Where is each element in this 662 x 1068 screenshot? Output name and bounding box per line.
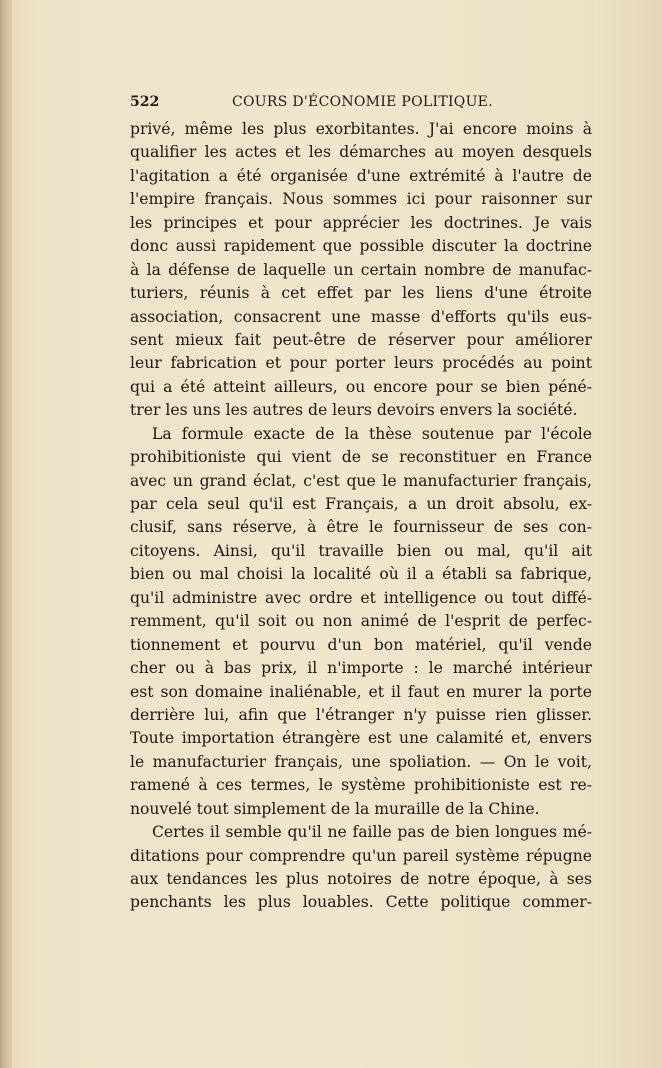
text-line: qu'il administre avec ordre et intelligence ou tout diffé- [130, 588, 592, 607]
text-line: bien ou mal choisi la localité où il a établi sa fabrique, [130, 565, 592, 584]
text-line: clusif, sans réserve, à être le fournisseur de ses con- [130, 518, 592, 537]
text-line: remment, qu'il soit ou non animé de l'esprit de perfec- [130, 612, 592, 631]
text-line: turiers, réunis à cet effet par les liens d'une étroite [130, 284, 592, 303]
text-line: nouvelé tout simplement de la muraille de la Chine. [130, 799, 540, 818]
running-title: COURS D'ÉCONOMIE POLITIQUE. [232, 94, 493, 110]
text-line: le manufacturier français, une spoliation. — On le voit, [130, 752, 592, 771]
text-line: penchants les plus louables. Cette politique commer- [130, 893, 592, 912]
text-line: avec un grand éclat, c'est que le manufacturier français, [130, 471, 592, 490]
text-line: privé, même les plus exorbitantes. J'ai encore moins à [130, 120, 592, 138]
text-line: donc aussi rapidement que possible discuter la doctrine [130, 237, 592, 256]
text-line: tionnement et pourvu d'un bon matériel, qu'il vende [130, 635, 592, 654]
text-line: est son domaine inaliénable, et il faut en murer la porte [130, 682, 592, 701]
text-line: ditations pour comprendre qu'un pareil système répugne [130, 846, 592, 865]
text-line: citoyens. Ainsi, qu'il travaille bien ou mal, qu'il ait [130, 541, 592, 560]
text-line: La formule exacte de la thèse soutenue par l'école [152, 424, 592, 443]
text-line: à la défense de laquelle un certain nombre de manufac- [130, 260, 592, 279]
text-line: les principes et pour apprécier les doctrines. Je vais [130, 213, 592, 232]
text-line: ramené à ces termes, le système prohibitioniste est re- [130, 776, 592, 795]
text-line: Certes il semble qu'il ne faille pas de bien longues mé- [152, 823, 592, 842]
text-line: leur fabrication et pour porter leurs procédés au point [130, 354, 592, 373]
text-line: Toute importation étrangère est une calamité et, envers [130, 729, 592, 748]
text-line: sent mieux fait peut-être de réserver pour améliorer [130, 330, 592, 349]
text-line: cher ou à bas prix, il n'importe : le marché intérieur [130, 659, 592, 678]
text-line: qui a été atteint ailleurs, ou encore pour se bien péné- [130, 377, 592, 396]
text-line: prohibitioniste qui vient de se reconstituer en France [130, 448, 592, 467]
text-line: derrière lui, afin que l'étranger n'y puisse rien glisser. [130, 705, 592, 724]
text-line: qualifier les actes et les démarches au moyen desquels [130, 143, 592, 162]
text-line: l'empire français. Nous sommes ici pour raisonner sur [130, 190, 592, 209]
page-number: 522 [130, 94, 160, 110]
text-line: l'agitation a été organisée d'une extrémité à l'autre de [130, 166, 592, 185]
text-line: association, consacrent une masse d'efforts qu'ils eus- [130, 307, 592, 326]
text-line: trer les uns les autres de leurs devoirs envers la société. [130, 401, 578, 420]
page-header [130, 94, 590, 114]
text-line: par cela seul qu'il est Français, a un droit absolu, ex- [130, 495, 592, 513]
page-binding-edge [0, 0, 12, 1068]
body-text [130, 118, 592, 915]
text-line: aux tendances les plus notoires de notre époque, à ses [130, 870, 592, 888]
